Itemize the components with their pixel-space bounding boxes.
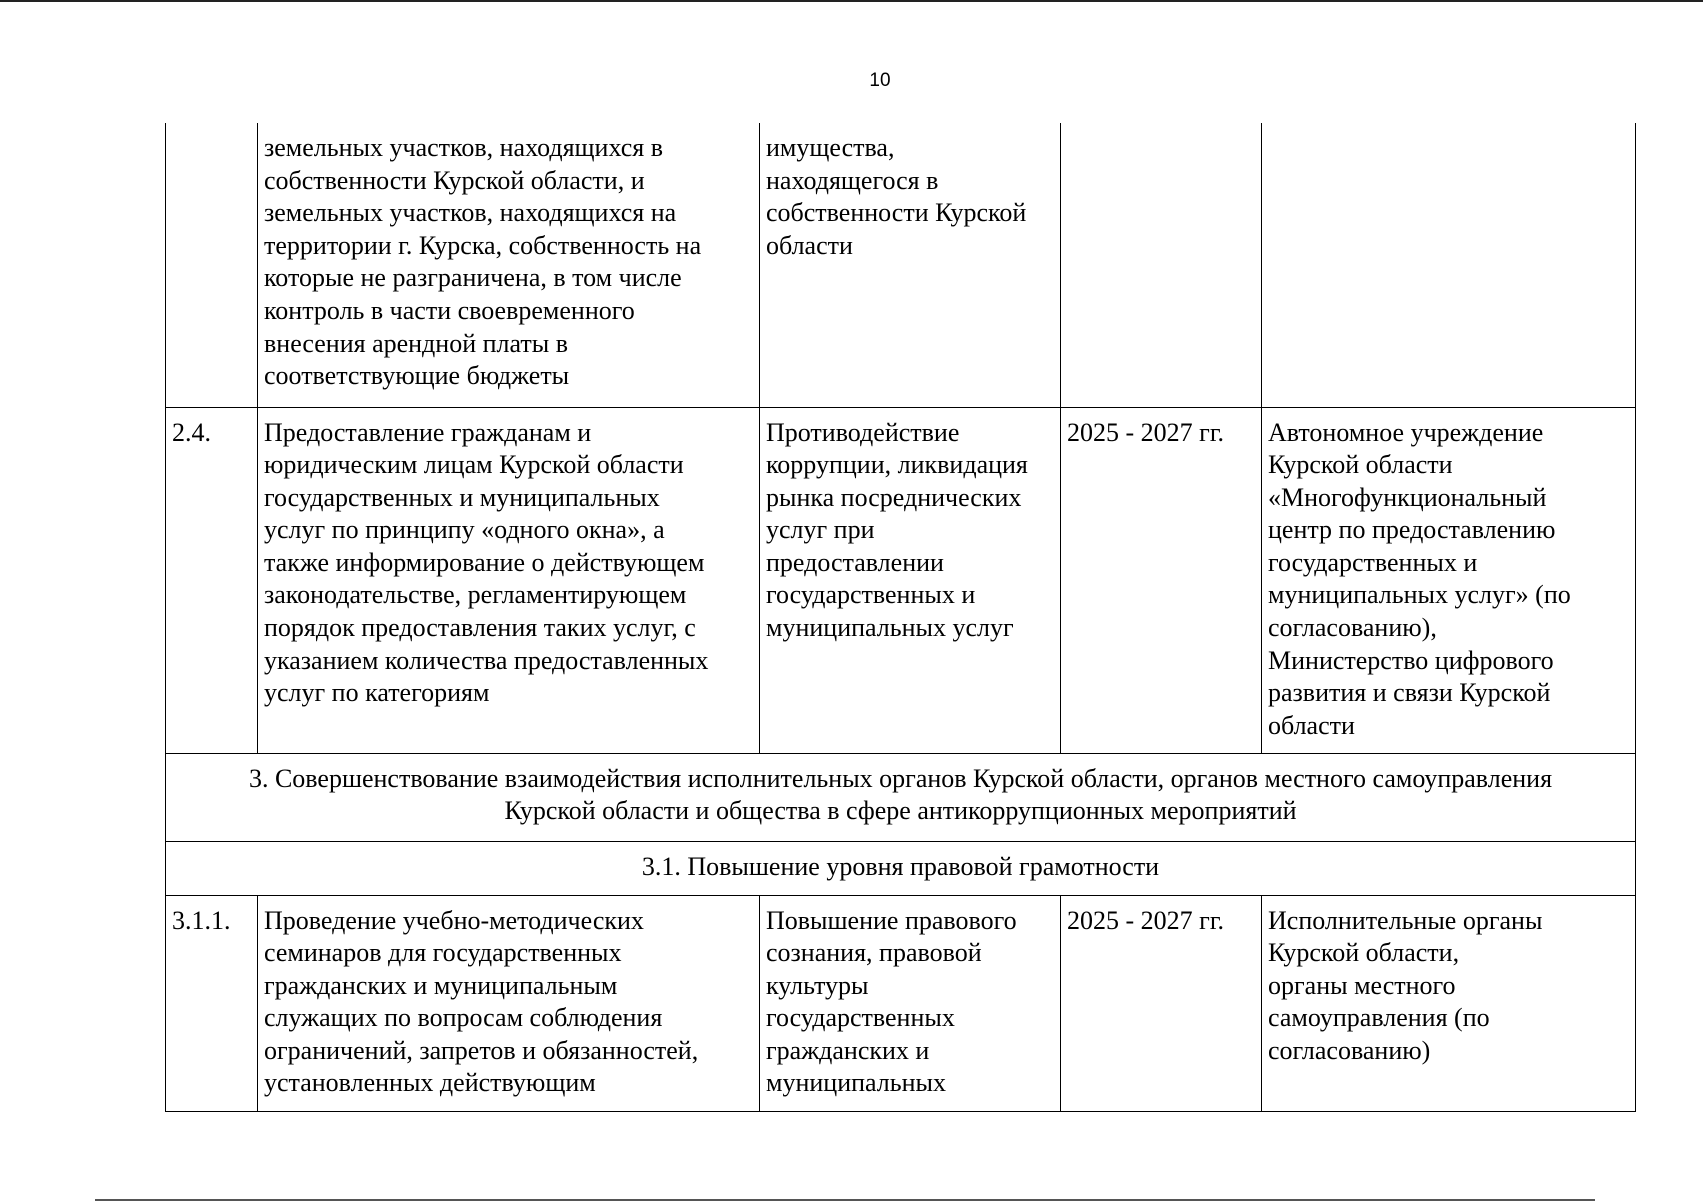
table-row	[166, 407, 1636, 753]
measure-goal-cell: Повышение правового сознания, правовой культуры государственных гражданских и муниципальных	[760, 895, 1061, 1111]
subsection-heading: 3.1. Повышение уровня правовой грамотности	[166, 841, 1636, 895]
measure-description-cell: Проведение учебно-методических семинаров для государственных гражданских и муниципальным служащих по вопросам соблюдения ограничений, запретов и обязанностей, установленных действующим	[258, 895, 760, 1111]
row-number-cell: 3.1.1.	[166, 895, 258, 1111]
measure-responsible-cell	[1262, 123, 1636, 407]
scan-top-edge	[0, 0, 1703, 2]
page-number: 10	[869, 70, 891, 91]
measure-period-cell: 2025 - 2027 гг.	[1061, 407, 1262, 753]
measure-goal-cell: Противодействие коррупции, ликвидация рынка посреднических услуг при предоставлении государственных и муниципальных услуг	[760, 407, 1061, 753]
section-heading-row	[166, 753, 1636, 841]
row-number-cell	[166, 123, 258, 407]
measure-period-cell: 2025 - 2027 гг.	[1061, 895, 1262, 1111]
subsection-heading-row	[166, 841, 1636, 895]
measure-responsible-cell: Исполнительные органы Курской области, органы местного самоуправления (по согласованию)	[1262, 895, 1636, 1111]
row-number-cell: 2.4.	[166, 407, 258, 753]
measure-responsible-cell: Автономное учреждение Курской области «Многофункциональный центр по предоставлению государственных и муниципальных услуг» (по согласованию), Министерство цифрового развития и связи Курской области	[1262, 407, 1636, 753]
table-row	[166, 895, 1636, 1111]
measure-period-cell	[1061, 123, 1262, 407]
measure-description-cell: Предоставление гражданам и юридическим лицам Курской области государственных и муниципальных услуг по принципу «одного окна», а также информирование о действующем законодательстве, регламентирующем порядок предоставления таких услуг, с указанием количества предоставленных услуг по категориям	[258, 407, 760, 753]
table-row	[166, 123, 1636, 407]
measure-description-cell: земельных участков, находящихся в собственности Курской области, и земельных участков, находящихся на территории г. Курска, собственность на которые не разграничена, в том числе контроль в части своевременного внесения арендной платы в соответствующие бюджеты	[258, 123, 760, 407]
measures-table	[165, 123, 1636, 1112]
section-heading: 3. Совершенствование взаимодействия исполнительных органов Курской области, органов местного самоуправления Курской области и общества в сфере антикоррупционных мероприятий	[166, 753, 1636, 841]
measure-goal-cell: имущества, находящегося в собственности Курской области	[760, 123, 1061, 407]
